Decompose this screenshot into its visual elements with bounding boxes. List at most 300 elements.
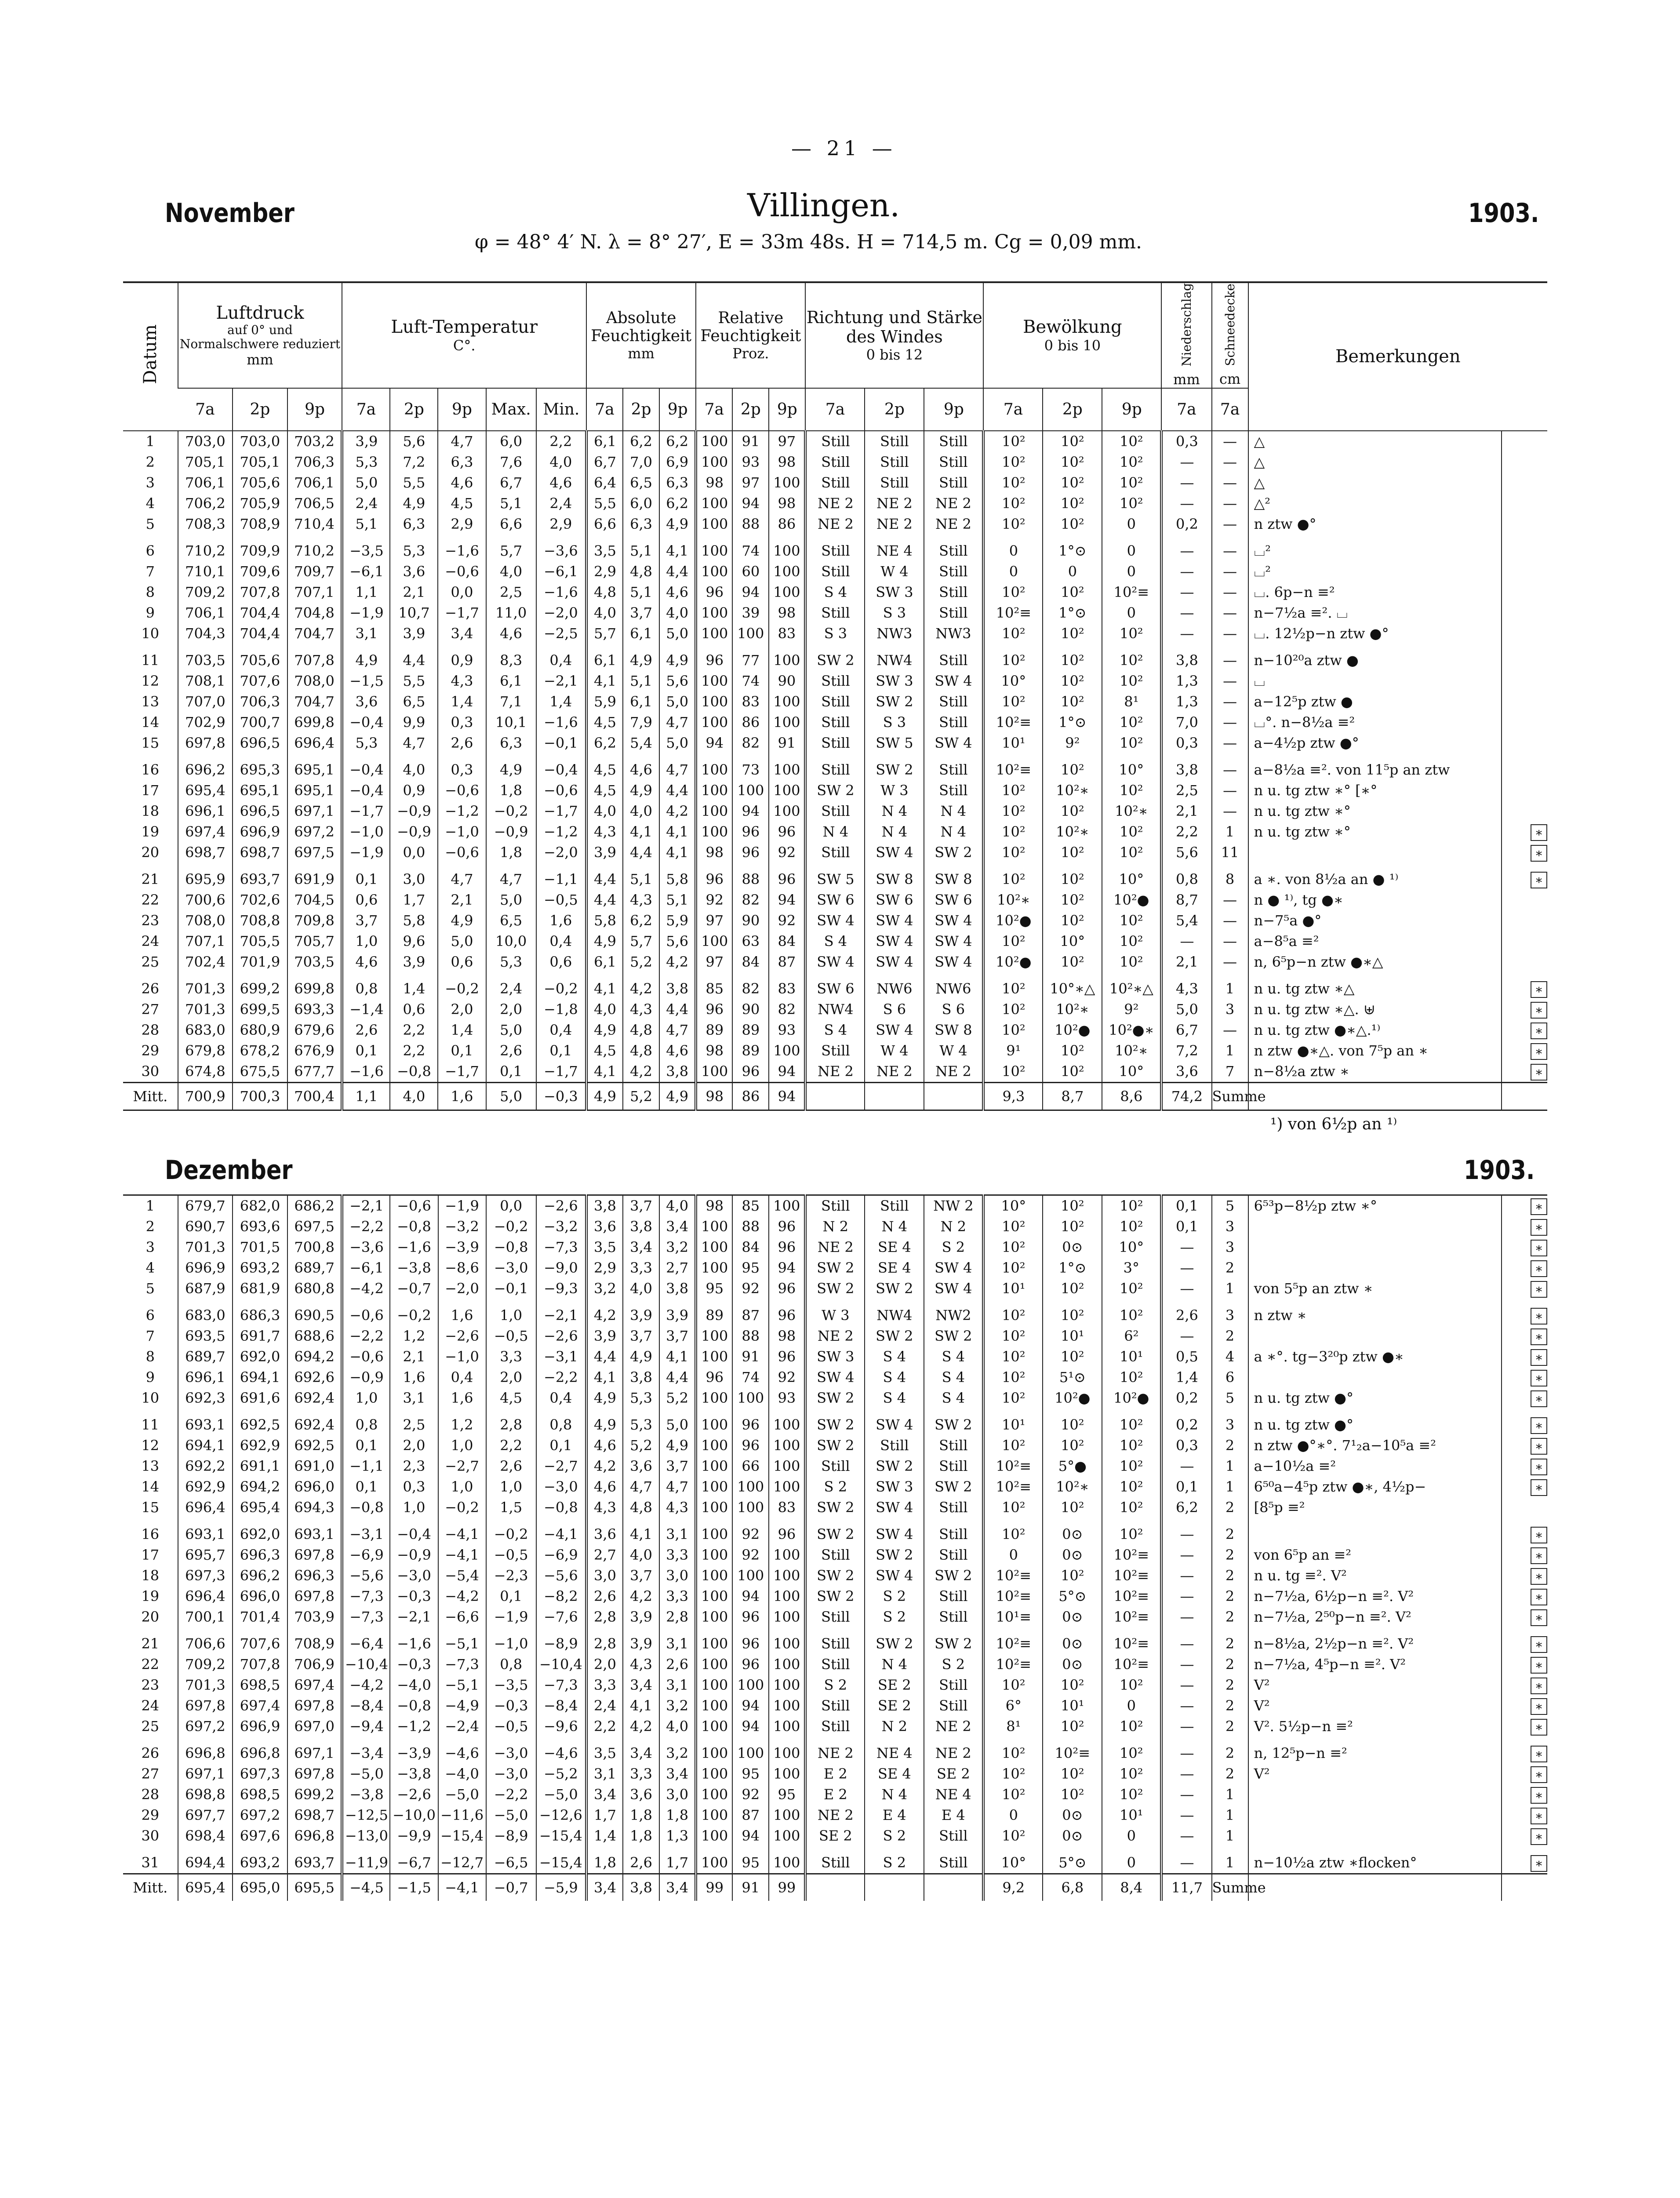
table-cell: −12,5 [342, 1805, 390, 1826]
table-cell: 2,8 [586, 1627, 623, 1654]
snow-box-icon: ∗ [1531, 1370, 1547, 1386]
table-cell: NW4 [865, 1299, 924, 1326]
table-cell: 3,8 [1161, 753, 1211, 780]
table-cell: 701,3 [178, 999, 233, 1020]
snow-box-icon: ∗ [1531, 981, 1547, 998]
table-cell: ⌴² [1248, 535, 1502, 561]
table-cell: 1,7 [586, 1805, 623, 1826]
table-cell: 7,6 [486, 452, 536, 473]
table-cell: 96 [769, 1237, 805, 1258]
table-cell: 24 [141, 932, 160, 950]
table-cell: ⌴² [1248, 561, 1502, 582]
table-cell: Still [924, 535, 983, 561]
table-cell: −2,4 [438, 1716, 486, 1737]
snow-box-icon: ∗ [1531, 1438, 1547, 1455]
table-cell: 92 [696, 890, 732, 910]
table-cell: NE 4 [924, 1784, 983, 1805]
table-cell: 100 [696, 712, 732, 733]
table-cell: 0⊙ [1043, 1545, 1102, 1565]
table-cell: 10²≡ [1102, 1586, 1161, 1607]
table-cell: 3,1 [586, 1764, 623, 1784]
table-cell: 4,9 [623, 644, 659, 671]
table-cell: 94 [769, 1061, 805, 1083]
table-row [123, 999, 1547, 1020]
table-cell: 73 [732, 753, 769, 780]
table-cell: n−7⁵a ●° [1248, 910, 1502, 931]
table-row [123, 1278, 1547, 1299]
table-cell: 8,7 [1161, 890, 1211, 910]
table-cell: 10² [983, 1435, 1043, 1456]
table-cell: — [1161, 1278, 1211, 1299]
table-cell: 95 [732, 1846, 769, 1874]
table-cell: 3,7 [623, 1326, 659, 1346]
table-cell: — [1161, 1326, 1211, 1346]
table-cell: −0,4 [536, 753, 586, 780]
table-cell: 10² [1102, 1216, 1161, 1237]
table-cell: 4,2 [659, 801, 696, 822]
table-cell: SW 2 [805, 780, 865, 801]
table-cell [1502, 1041, 1547, 1061]
table-cell: 10² [983, 431, 1043, 452]
table-cell: 10² [1043, 452, 1102, 473]
table-cell: 697,6 [233, 1826, 287, 1846]
table-cell: SE 4 [865, 1764, 924, 1784]
table-cell: 13 [141, 693, 160, 710]
table-cell: 7,2 [390, 452, 438, 473]
table-cell: 10² [1043, 1299, 1102, 1326]
table-cell: 6,9 [659, 452, 696, 473]
table-cell: 5,6 [659, 931, 696, 952]
table-cell: 708,8 [233, 910, 287, 931]
table-cell: 680,8 [287, 1278, 342, 1299]
table-row [123, 1696, 1547, 1716]
table-cell: −4,6 [536, 1737, 586, 1764]
table-row [123, 1346, 1547, 1367]
table-cell: 9 [145, 1369, 155, 1386]
table-cell: 100 [769, 1737, 805, 1764]
table-cell: 10²≡ [1102, 1565, 1161, 1586]
table-cell: NW2 [924, 1299, 983, 1326]
table-cell: n−8½a ztw ∗ [1248, 1061, 1502, 1083]
table-cell: 0 [983, 1805, 1043, 1826]
table-cell: 696,8 [287, 1826, 342, 1846]
table-cell: 10² [983, 1216, 1043, 1237]
table-cell: 5,6 [1161, 842, 1211, 863]
table-cell: 10² [983, 1367, 1043, 1388]
table-cell: −6,5 [486, 1846, 536, 1874]
table-cell: −0,4 [342, 780, 390, 801]
table-cell: 693,2 [233, 1846, 287, 1874]
table-cell: 699,2 [233, 972, 287, 999]
table-cell: 6,2 [586, 733, 623, 753]
table-cell: −1,6 [536, 712, 586, 733]
table-cell: — [1161, 603, 1211, 623]
table-cell: 4,0 [659, 1195, 696, 1217]
table-cell: 27 [141, 1001, 160, 1018]
table-cell: 5,2 [623, 1435, 659, 1456]
table-cell: 100 [696, 1737, 732, 1764]
table-cell: 2 [1212, 1258, 1248, 1278]
table-cell: 4,3 [1161, 972, 1211, 999]
table-cell: −0,8 [536, 1497, 586, 1518]
table-cell: 703,2 [287, 431, 342, 452]
table-cell: −1,0 [342, 822, 390, 842]
table-cell: 10² [1043, 1565, 1102, 1586]
table-cell: 10² [1102, 822, 1161, 842]
table-cell: 681,9 [233, 1278, 287, 1299]
table-cell: 11 [1212, 842, 1248, 863]
h-b-7a: 7a [983, 388, 1043, 431]
table-cell: — [1161, 1675, 1211, 1696]
table-cell: −4,6 [438, 1737, 486, 1764]
table-cell: 3,0 [659, 1565, 696, 1586]
table-cell: SW 3 [805, 1346, 865, 1367]
table-cell: 10² [1043, 910, 1102, 931]
table-cell: SW 2 [865, 753, 924, 780]
table-cell: Still [924, 1826, 983, 1846]
year-label-november: 1903. [1468, 198, 1539, 229]
table-cell: 10² [983, 780, 1043, 801]
table-cell: 9² [1043, 733, 1102, 753]
h-b-9p: 9p [1102, 388, 1161, 431]
table-cell: −2,6 [438, 1326, 486, 1346]
table-cell: 674,8 [178, 1061, 233, 1083]
table-cell: SW 4 [805, 1367, 865, 1388]
table-cell: 84 [732, 1237, 769, 1258]
table-cell: 10² [1102, 733, 1161, 753]
table-cell: 23 [141, 1677, 160, 1693]
table-cell: 2 [1212, 1565, 1248, 1586]
table-cell: −0,3 [390, 1654, 438, 1675]
table-row [123, 952, 1547, 972]
table-cell: 6,1 [586, 952, 623, 972]
table-cell [1502, 733, 1547, 753]
table-cell: 100 [732, 780, 769, 801]
table-cell: 2,2 [586, 1716, 623, 1737]
table-cell: −10,4 [536, 1654, 586, 1675]
table-cell: 5,1 [623, 863, 659, 890]
table-cell: 100 [696, 493, 732, 514]
table-cell: a ∗. von 8½a an ● ¹⁾ [1248, 863, 1502, 890]
table-cell: 10°∗△ [1043, 972, 1102, 999]
table-cell: 4,0 [623, 1545, 659, 1565]
table-cell: −8,9 [486, 1826, 536, 1846]
table-cell: 3,3 [586, 1675, 623, 1696]
table-cell: SW 6 [805, 890, 865, 910]
table-cell: 30 [141, 1063, 160, 1080]
table-cell: 82 [732, 890, 769, 910]
table-cell: −4,1 [438, 1545, 486, 1565]
table-cell: 0⊙ [1043, 1805, 1102, 1826]
table-cell: 100 [769, 1764, 805, 1784]
table-cell: 2,6 [486, 1456, 536, 1477]
table-cell: n u. tg ztw ●∗△.¹⁾ [1248, 1020, 1502, 1041]
table-cell: n−10²⁰a ztw ● [1248, 644, 1502, 671]
table-cell: SE 2 [865, 1675, 924, 1696]
table-cell: SW 2 [865, 691, 924, 712]
table-row [123, 1545, 1547, 1565]
table-cell: 1°⊙ [1043, 535, 1102, 561]
table-cell: 2,8 [586, 1607, 623, 1627]
table-cell: 0,1 [342, 1477, 390, 1497]
table-cell: 707,6 [233, 1627, 287, 1654]
table-cell: 3,7 [659, 1326, 696, 1346]
table-cell: 6,7 [586, 452, 623, 473]
table-row [123, 623, 1547, 644]
table-cell [1502, 842, 1547, 863]
table-cell: 10² [983, 1326, 1043, 1346]
table-cell: 5,9 [659, 910, 696, 931]
table-cell: −0,5 [536, 890, 586, 910]
table-cell: Still [805, 1041, 865, 1061]
table-cell: 694,4 [178, 1846, 233, 1874]
table-cell: 706,1 [178, 473, 233, 493]
h-ld-7a: 7a [178, 388, 233, 431]
table-cell: 83 [769, 972, 805, 999]
h-rf-9p: 9p [769, 388, 805, 431]
table-cell [924, 1082, 983, 1110]
table-cell: a−12⁵p ztw ● [1248, 691, 1502, 712]
table-cell [1502, 1627, 1547, 1654]
table-cell: 4,4 [586, 890, 623, 910]
table-row [123, 1258, 1547, 1278]
table-cell [1502, 1764, 1547, 1784]
table-cell: 4,0 [586, 801, 623, 822]
table-cell: SW 4 [924, 910, 983, 931]
table-cell: V² [1248, 1764, 1502, 1784]
table-cell: SW 4 [924, 952, 983, 972]
table-cell: a ∗°. tg−3²⁰p ztw ●∗ [1248, 1346, 1502, 1367]
table-cell: 4,2 [623, 1586, 659, 1607]
table-cell: −1,0 [438, 1346, 486, 1367]
table-cell: 698,5 [233, 1675, 287, 1696]
table-cell: 5,3 [486, 952, 536, 972]
table-cell: NW4 [805, 999, 865, 1020]
table-cell: n ztw ●° [1248, 514, 1502, 535]
col-niederschlag: Niederschlag mm [1161, 282, 1211, 388]
table-cell: SE 2 [865, 1696, 924, 1716]
table-cell: 4,0 [390, 753, 438, 780]
table-cell: −1,9 [342, 603, 390, 623]
table-cell: Still [924, 561, 983, 582]
table-cell: 96 [732, 1627, 769, 1654]
table-cell: 4,3 [586, 822, 623, 842]
table-cell: n u. tg ztw ∗△ [1248, 972, 1502, 999]
table-cell: n ● ¹⁾, tg ●∗ [1248, 890, 1502, 910]
table-cell: 20 [141, 1608, 160, 1625]
table-cell: 10² [1043, 514, 1102, 535]
table-cell: 10² [983, 1061, 1043, 1083]
year-label-dezember: 1903. [1464, 1155, 1535, 1186]
table-cell: 3,8 [586, 1195, 623, 1217]
table-row [123, 972, 1547, 999]
table-cell: — [1212, 890, 1248, 910]
table-cell: 10²● [1102, 890, 1161, 910]
table-cell: 10² [983, 644, 1043, 671]
table-cell: 98 [696, 1195, 732, 1217]
table-cell: 696,2 [178, 753, 233, 780]
table-cell: 697,5 [287, 842, 342, 863]
table-cell: Still [805, 1654, 865, 1675]
table-cell: 1,4 [390, 972, 438, 999]
table-cell [1248, 1216, 1502, 1237]
table-cell: 2,1 [438, 890, 486, 910]
table-cell: 0,1 [1161, 1216, 1211, 1237]
table-cell: 2,2 [536, 431, 586, 452]
table-cell: — [1212, 753, 1248, 780]
table-cell: SW 2 [805, 1388, 865, 1408]
table-cell: 5,7 [486, 535, 536, 561]
table-cell: 90 [732, 910, 769, 931]
table-cell [1502, 822, 1547, 842]
table-cell [1502, 1518, 1547, 1545]
table-cell: 94 [769, 1082, 805, 1110]
table-cell: 31 [141, 1854, 160, 1871]
table-cell: 6,3 [390, 514, 438, 535]
table-cell: 696,9 [233, 822, 287, 842]
table-cell: 686,3 [233, 1299, 287, 1326]
table-cell: 10²● [1043, 1388, 1102, 1408]
table-cell: 12 [141, 1437, 160, 1454]
table-cell: 17 [141, 782, 160, 799]
table-cell: 3,6 [623, 1456, 659, 1477]
table-cell: 10² [1102, 910, 1161, 931]
table-cell [1502, 1497, 1547, 1518]
table-cell: 10² [983, 582, 1043, 603]
table-cell: 8 [145, 583, 155, 600]
table-cell: 24 [141, 1697, 160, 1714]
table-cell: 1 [1212, 972, 1248, 999]
table-cell [1502, 644, 1547, 671]
table-cell [1502, 1388, 1547, 1408]
table-row [123, 603, 1547, 623]
table-cell: 6,1 [586, 644, 623, 671]
table-cell: −15,4 [536, 1826, 586, 1846]
table-cell: n u. tg ztw ∗° [1248, 801, 1502, 822]
table-cell: 87 [732, 1299, 769, 1326]
table-cell: −1,9 [438, 1195, 486, 1217]
table-cell: 0,1 [1161, 1195, 1211, 1217]
table-cell: −0,5 [486, 1326, 536, 1346]
table-cell: 0,3 [438, 712, 486, 733]
table-cell: 2,5 [390, 1408, 438, 1435]
table-cell: 10 [141, 625, 160, 642]
table-cell [1502, 1326, 1547, 1346]
col-abs-feuchte: Absolute Feuchtigkeit mm [586, 282, 696, 388]
table-cell: 98 [769, 1326, 805, 1346]
table-cell: 4,1 [586, 1367, 623, 1388]
snow-box-icon: ∗ [1531, 1766, 1547, 1783]
table-cell: 5,1 [623, 582, 659, 603]
table-cell: 3,9 [390, 623, 438, 644]
table-cell: 10²≡ [983, 1627, 1043, 1654]
table-cell: 10² [983, 801, 1043, 822]
table-row [123, 801, 1547, 822]
table-cell: 10²≡ [1043, 1737, 1102, 1764]
table-cell: −0,5 [486, 1545, 536, 1565]
table-cell: 10² [983, 842, 1043, 863]
table-cell [1502, 1278, 1547, 1299]
table-cell: 705,1 [178, 452, 233, 473]
table-cell: 692,9 [233, 1435, 287, 1456]
table-cell: 4,9 [486, 753, 536, 780]
table-cell: 6,6 [586, 514, 623, 535]
table-cell: 4,3 [586, 1497, 623, 1518]
table-cell: 4,7 [659, 1020, 696, 1041]
table-cell: −7,3 [342, 1586, 390, 1607]
november-rows [123, 431, 1547, 1110]
table-cell: 4,2 [623, 1716, 659, 1737]
table-cell: Still [924, 1497, 983, 1518]
table-cell: N 4 [865, 801, 924, 822]
table-cell: 697,8 [178, 733, 233, 753]
table-row [123, 452, 1547, 473]
table-cell: −3,0 [486, 1764, 536, 1784]
table-cell: 0,3 [1161, 733, 1211, 753]
table-cell: 696,1 [178, 801, 233, 822]
table-cell: — [1212, 733, 1248, 753]
table-cell: −6,1 [536, 561, 586, 582]
table-cell: 1,7 [659, 1846, 696, 1874]
table-cell: 692,4 [287, 1388, 342, 1408]
table-cell: 1,2 [438, 1408, 486, 1435]
table-cell [1502, 473, 1547, 493]
table-cell: n ztw ●∗△. von 7⁵p an ∗ [1248, 1041, 1502, 1061]
table-cell: −6,9 [342, 1545, 390, 1565]
table-cell [1502, 1367, 1547, 1388]
table-cell: 5,1 [659, 890, 696, 910]
table-cell [1502, 1456, 1547, 1477]
table-cell: 82 [732, 972, 769, 999]
table-cell: 100 [769, 1435, 805, 1456]
table-cell: — [1212, 910, 1248, 931]
table-cell: 66 [732, 1456, 769, 1477]
table-cell: 695,4 [178, 780, 233, 801]
table-cell: 696,5 [233, 801, 287, 822]
table-cell: −5,1 [438, 1627, 486, 1654]
table-cell: N 2 [924, 1216, 983, 1237]
table-cell: 677,7 [287, 1061, 342, 1083]
table-cell [1502, 1061, 1547, 1083]
table-cell: 2,6 [1161, 1299, 1211, 1326]
table-cell: 1,0 [486, 1477, 536, 1497]
table-cell: 706,2 [178, 493, 233, 514]
h-t-9p: 9p [438, 388, 486, 431]
table-cell: −4,0 [438, 1764, 486, 1784]
table-cell: 10² [1102, 671, 1161, 691]
table-cell: −0,2 [486, 1216, 536, 1237]
table-cell: 5,0 [659, 691, 696, 712]
table-cell: −2,2 [342, 1216, 390, 1237]
table-cell: Still [865, 431, 924, 452]
table-cell: — [1212, 561, 1248, 582]
table-cell: −2,2 [536, 1367, 586, 1388]
table-cell: 692,2 [178, 1456, 233, 1477]
table-cell: 1 [1212, 1278, 1248, 1299]
table-cell: 60 [732, 561, 769, 582]
table-cell: 10¹ [983, 1408, 1043, 1435]
table-cell: 100 [696, 1408, 732, 1435]
table-cell: 100 [696, 1456, 732, 1477]
table-cell: 5,1 [342, 514, 390, 535]
table-cell: −1,1 [536, 863, 586, 890]
table-cell: 700,8 [287, 1237, 342, 1258]
table-cell: 94 [732, 582, 769, 603]
table-cell: 0,4 [536, 1020, 586, 1041]
table-row [123, 1388, 1547, 1408]
table-cell: SW 6 [805, 972, 865, 999]
table-cell: −0,6 [390, 1195, 438, 1217]
